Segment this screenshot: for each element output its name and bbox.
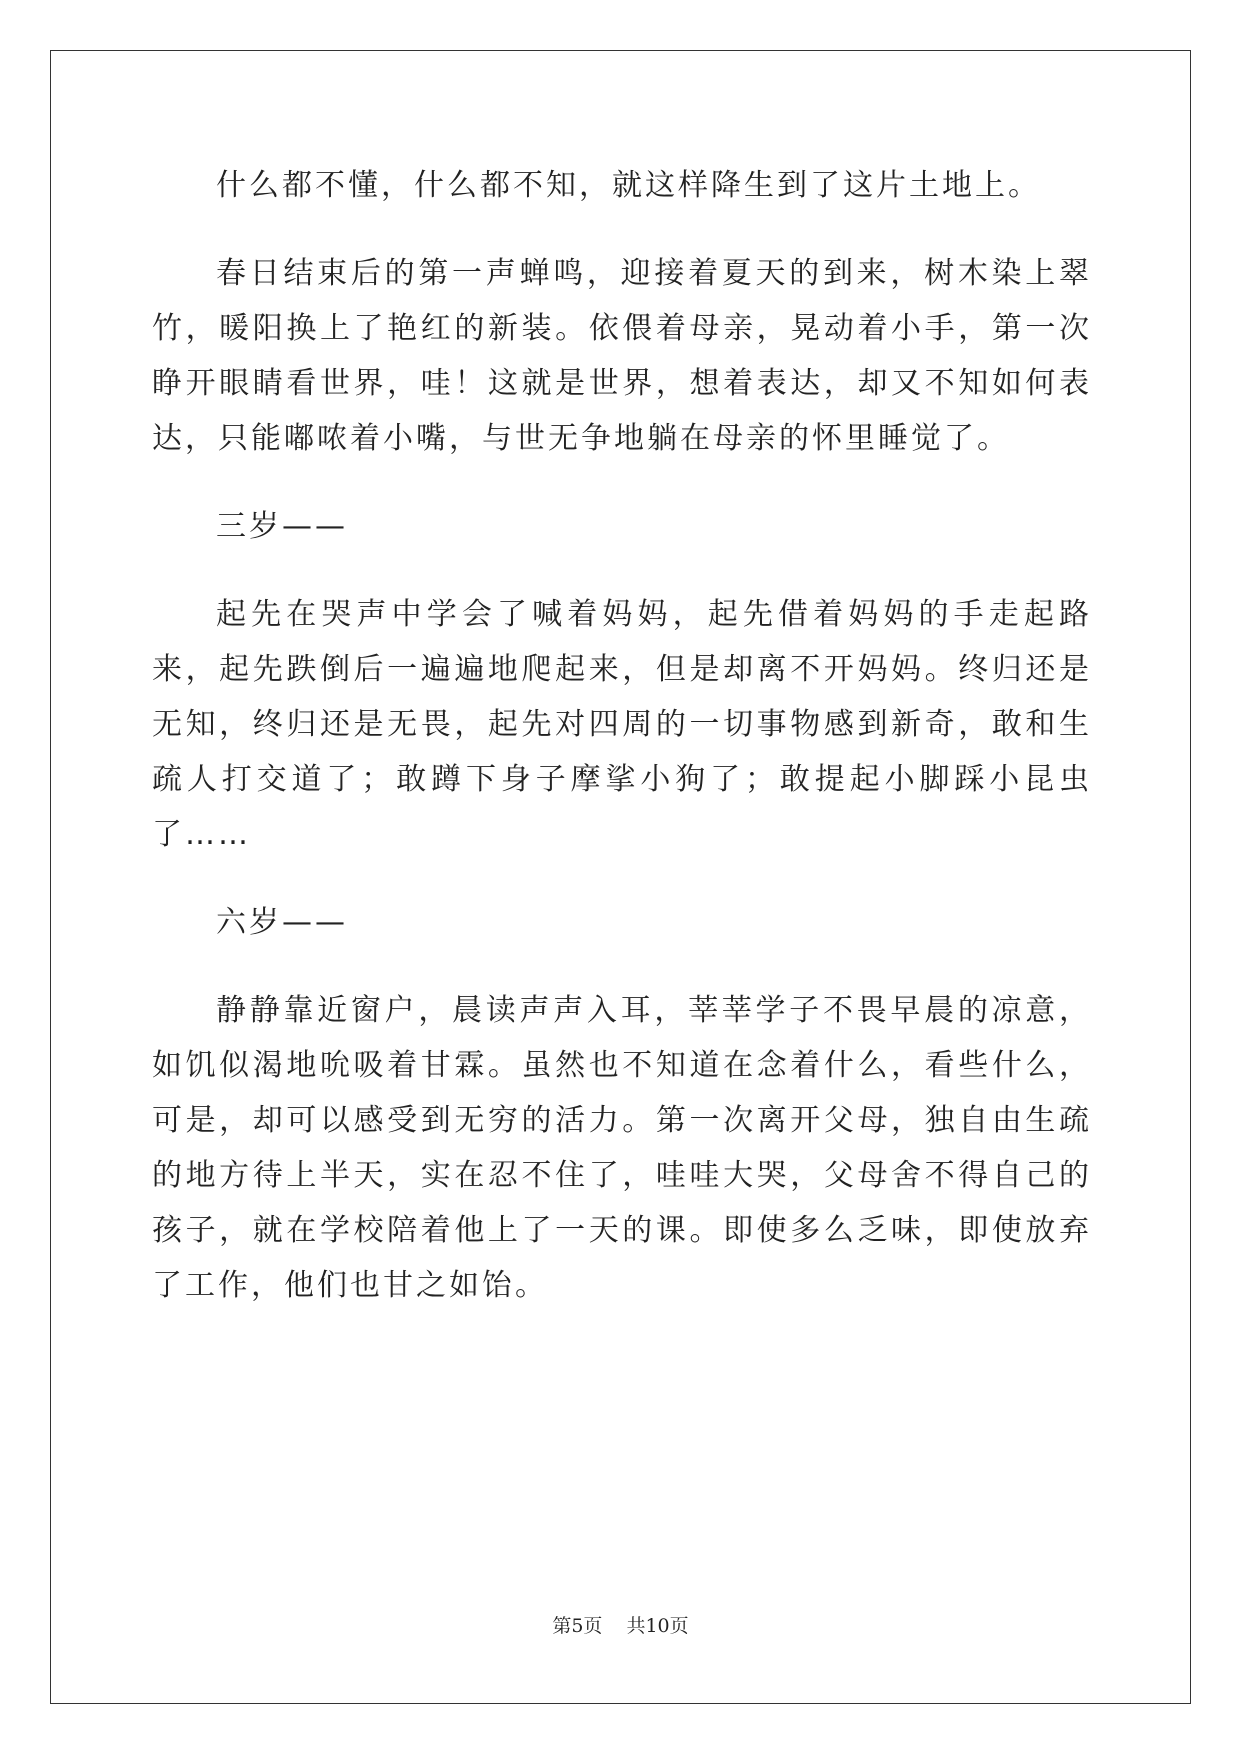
paragraph: 静静靠近窗户，晨读声声入耳，莘莘学子不畏早晨的凉意，如饥似渴地吮吸着甘霖。虽然也不知道在念着什么，看些什么，可是，却可以感受到无穷的活力。第一次离开父母，独自由生疏的地方待上半天，实在忍不住了，哇哇大哭，父母舍不得自己的孩子，就在学校陪着他上了一天的课。即使多么乏味，即使放弃了工作，他们也甘之如饴。 <box>152 993 1092 1303</box>
paragraph: 春日结束后的第一声蝉鸣，迎接着夏天的到来，树木染上翠竹，暖阳换上了艳红的新装。依偎着母亲，晃动着小手，第一次睁开眼睛看世界，哇！这就是世界，想着表达，却又不知如何表达，只能嘟哝着小嘴，与世无争地躺在母亲的怀里睡觉了。 <box>152 256 1092 456</box>
paragraph: 什么都不懂，什么都不知，就这样降生到了这片土地上。 <box>216 168 1041 203</box>
paragraph: 起先在哭声中学会了喊着妈妈，起先借着妈妈的手走起路来，起先跌倒后一遍遍地爬起来，但是却离不开妈妈。终归还是无知，终归还是无畏，起先对四周的一切事物感到新奇，敢和生疏人打交道了；敢蹲下身子摩挲小狗了；敢提起小脚踩小昆虫了…… <box>152 597 1092 852</box>
page-number-current: 第5页 <box>552 1615 603 1637</box>
page-number-total: 共10页 <box>626 1615 689 1637</box>
page-footer <box>0 1611 1241 1638</box>
document-body <box>152 158 1092 1346</box>
section-heading-three-years: 三岁—— <box>216 509 348 544</box>
section-heading-six-years: 六岁—— <box>216 905 348 940</box>
